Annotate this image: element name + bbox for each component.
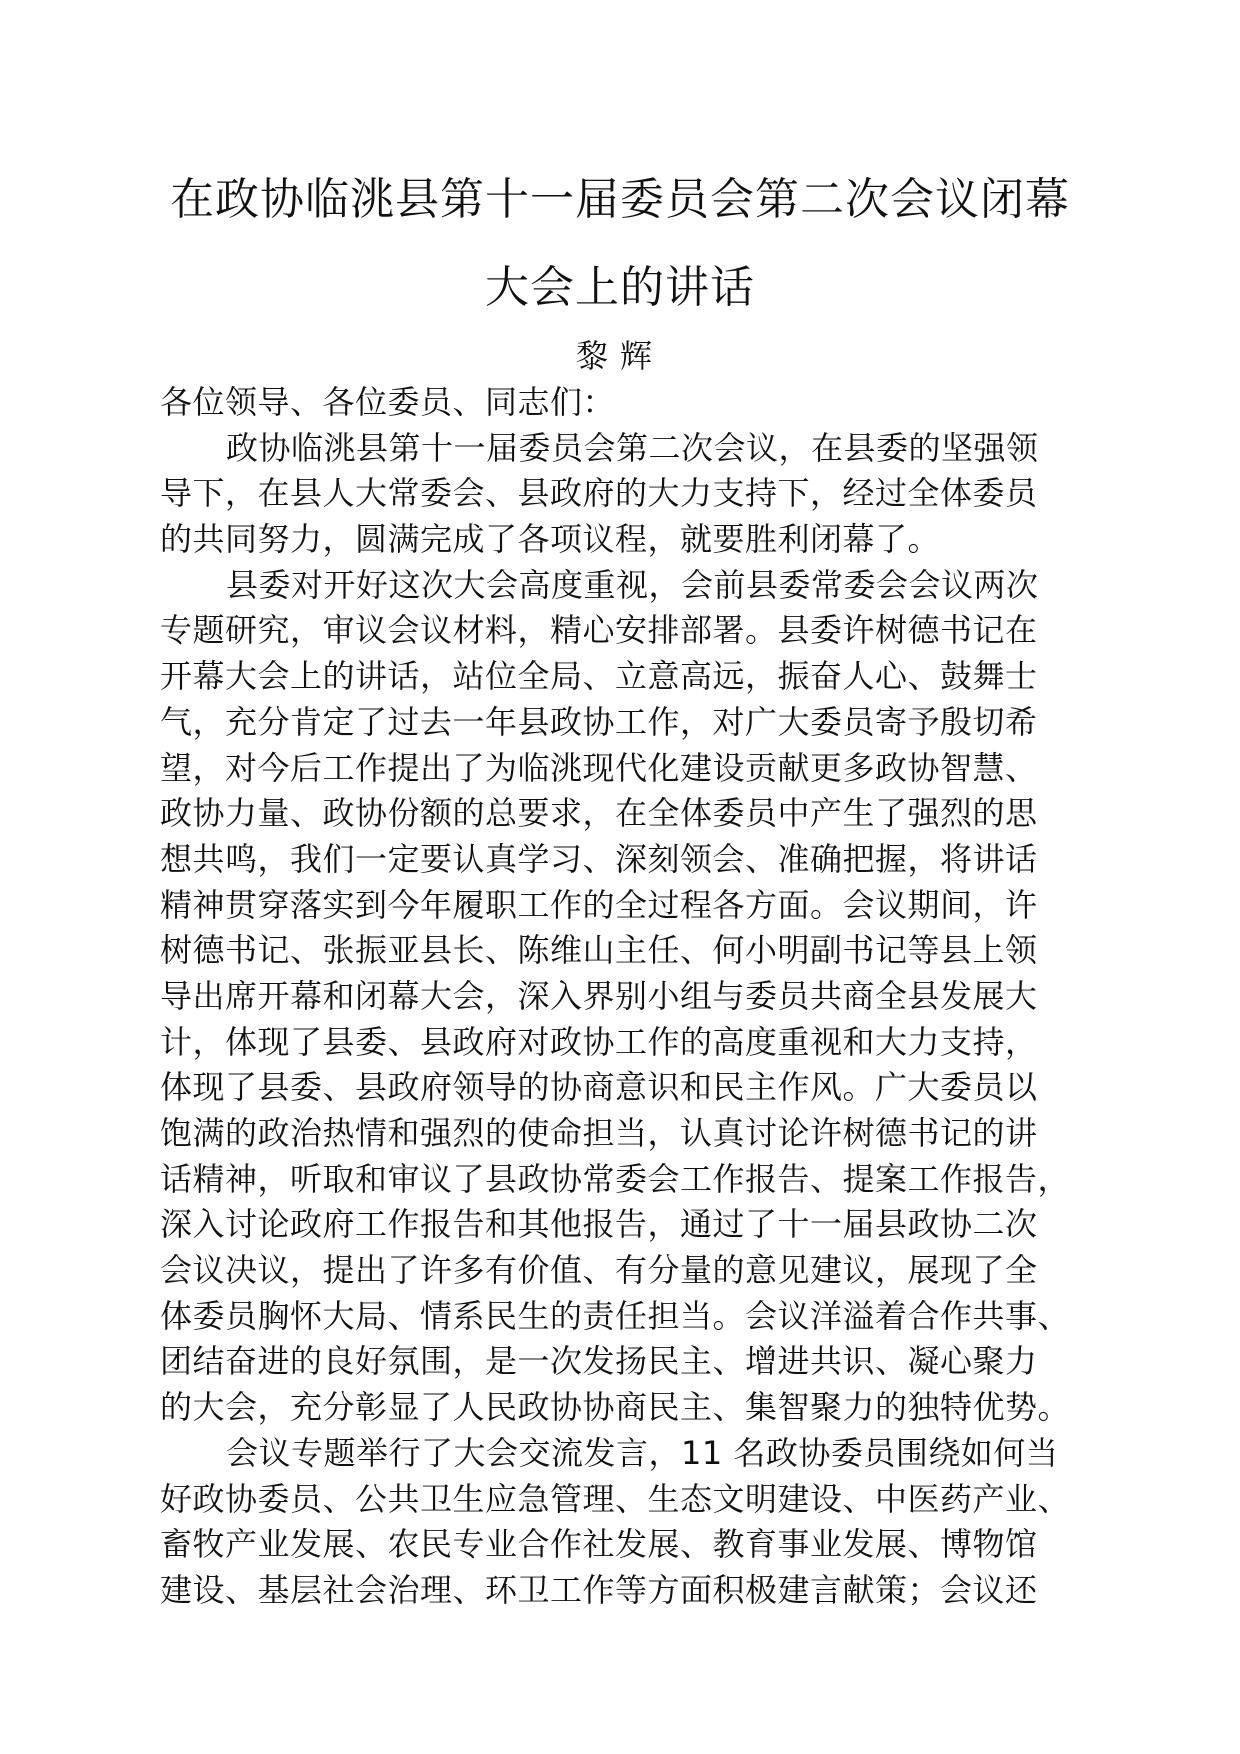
body-text-line: 望，对今后工作提出了为临洮现代化建设贡献更多政协智慧、 xyxy=(160,748,1038,787)
body-text-line: 树德书记、张振亚县长、陈维山主任、何小明副书记等县上领 xyxy=(160,931,1038,970)
body-text-line: 政协力量、政协份额的总要求，在全体委员中产生了强烈的思 xyxy=(160,794,1038,833)
body-text-line: 开幕大会上的讲话，站位全局、立意高远，振奋人心、鼓舞士 xyxy=(160,657,1038,696)
body-text-line: 气，充分肯定了过去一年县政协工作，对广大委员寄予殷切希 xyxy=(160,702,1038,741)
body-text-line: 饱满的政治热情和强烈的使命担当，认真讨论许树德书记的讲 xyxy=(160,1114,1038,1152)
body-text-line: 体委员胸怀大局、情系民生的责任担当。会议洋溢着合作共事、 xyxy=(160,1296,1071,1335)
body-text-line: 导出席开幕和闭幕大会，深入界别小组与委员共商全县发展大 xyxy=(160,976,1038,1015)
body-text-line: 畜牧产业发展、农民专业合作社发展、教育事业发展、博物馆 xyxy=(160,1525,1038,1564)
body-text-line: 团结奋进的良好氛围，是一次发扬民主、增进共识、凝心聚力 xyxy=(160,1342,1038,1381)
salutation: 各位领导、各位委员、同志们： xyxy=(160,383,616,421)
body-text-line: 计，体现了县委、县政府对政协工作的高度重视和大力支持， xyxy=(160,1022,1038,1061)
body-text-line: 会议决议，提出了许多有价值、有分量的意见建议，展现了全 xyxy=(160,1251,1038,1290)
body-text-line: 导下，在县人大常委会、县政府的大力支持下，经过全体委员 xyxy=(160,474,1038,513)
body-text-line: 政协临洮县第十一届委员会第二次会议，在县委的坚强领 xyxy=(226,428,1039,467)
body-text-line: 精神贯穿落实到今年履职工作的全过程各方面。会议期间，许 xyxy=(160,885,1038,924)
body-text-line: 话精神，听取和审议了县政协常委会工作报告、提案工作报告， xyxy=(160,1159,1071,1198)
document-title-line-2: 大会上的讲话 xyxy=(485,262,755,313)
body-text-line: 会议专题举行了大会交流发言，11 名政协委员围绕如何当 xyxy=(226,1433,1059,1472)
body-text-line: 想共鸣，我们一定要认真学习、深刻领会、准确把握，将讲话 xyxy=(160,839,1038,878)
author-name: 黎辉 xyxy=(575,337,664,375)
document-title-line-1: 在政协临洮县第十一届委员会第二次会议闭幕 xyxy=(170,174,1070,225)
body-text-line: 深入讨论政府工作报告和其他报告，通过了十一届县政协二次 xyxy=(160,1205,1038,1244)
body-text-line: 专题研究，审议会议材料，精心安排部署。县委许树德书记在 xyxy=(160,611,1038,650)
speech-body xyxy=(160,380,1110,1614)
body-text-line: 好政协委员、公共卫生应急管理、生态文明建设、中医药产业、 xyxy=(160,1479,1071,1518)
body-text-line: 体现了县委、县政府领导的协商意识和民主作风。广大委员以 xyxy=(160,1068,1038,1107)
body-text-line: 建设、基层社会治理、环卫工作等方面积极建言献策；会议还 xyxy=(160,1570,1038,1609)
body-text-line: 的共同努力，圆满完成了各项议程，就要胜利闭幕了。 xyxy=(160,520,941,559)
body-text-line: 的大会，充分彰显了人民政协协商民主、集智聚力的独特优势。 xyxy=(160,1388,1071,1427)
body-text-line: 县委对开好这次大会高度重视，会前县委常委会会议两次 xyxy=(226,565,1039,604)
